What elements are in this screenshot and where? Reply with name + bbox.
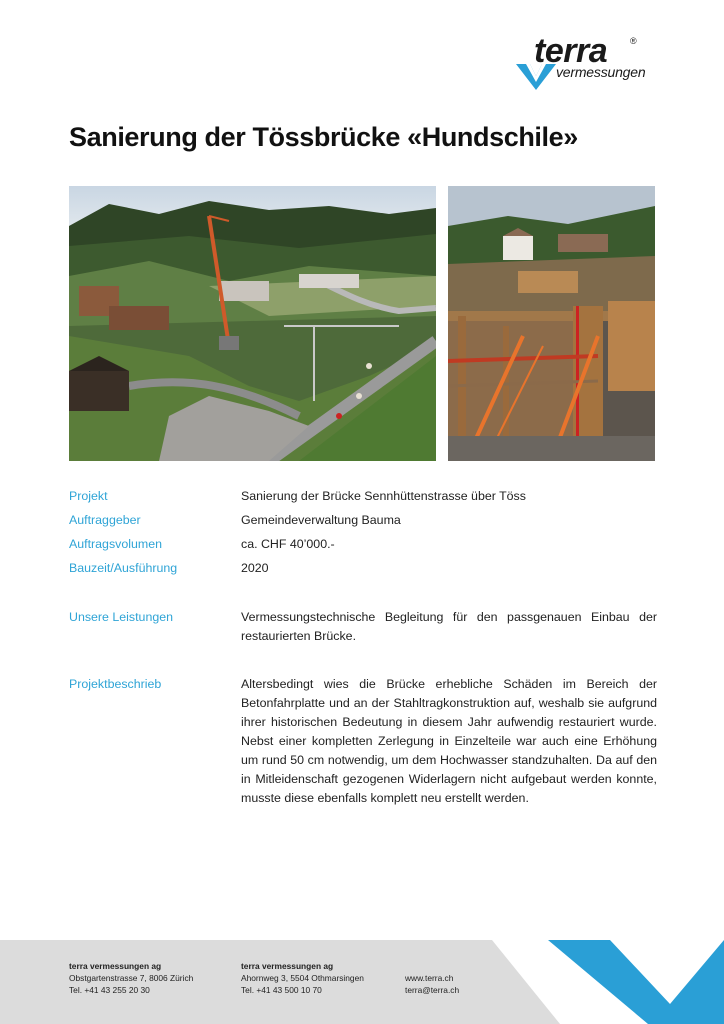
footer-office2-address: Ahornweg 3, 5504 Othmarsingen: [241, 973, 364, 983]
label-bauzeit: Bauzeit/Ausführung: [69, 561, 178, 575]
logo-word: terra: [534, 32, 608, 70]
page-footer: [0, 940, 724, 1024]
footer-office2-phone: Tel. +41 43 500 10 70: [241, 985, 322, 995]
footer-office1-name: terra vermessungen ag: [69, 961, 162, 971]
aerial-photo: [69, 186, 436, 461]
page-title: Sanierung der Tössbrücke «Hundschile»: [69, 122, 578, 152]
footer-office1-address: Obstgartenstrasse 7, 8006 Zürich: [69, 973, 194, 983]
label-volumen: Auftragsvolumen: [69, 537, 162, 551]
footer-office-zurich: [69, 960, 193, 996]
value-projekt: Sanierung der Brücke Sennhüttenstrasse über Töss: [241, 489, 526, 503]
footer-website-link[interactable]: www.terra.ch: [405, 973, 454, 983]
value-beschrieb: Altersbedingt wies die Brücke erhebliche Schäden im Bereich der Betonfahrplatte und an der Stahltragkonstruktion auf, weshalb sie aufgrund ihrer historischen Bedeutung in diesem Jahr aufwendig restauriert wurde. Nebst einer kompletten Zerlegung in Einzelteile war auch eine Erhöhung um rund 50 cm notwendig, um dem Hochwasser standzuhalten. Da auf den in Mitleidenschaft gezogenen Widerlagern nicht aufgebaut werden konnte, musste diese ebenfalls komplett neu erstellt werden.: [241, 677, 657, 805]
label-beschrieb: Projektbeschrieb: [69, 677, 162, 691]
label-projekt: Projekt: [69, 489, 108, 503]
value-auftraggeber: Gemeindeverwaltung Bauma: [241, 513, 401, 527]
value-bauzeit: 2020: [241, 561, 269, 575]
logo-registered: ®: [630, 36, 637, 46]
footer-contact: [405, 972, 459, 996]
footer-office2-name: terra vermessungen ag: [241, 961, 334, 971]
construction-photo: [448, 186, 655, 461]
value-leistungen: Vermessungstechnische Begleitung für den passgenauen Einbau der restaurierten Brücke.: [241, 610, 657, 643]
logo-subtitle: vermessungen: [556, 64, 646, 80]
footer-office-othmarsingen: [241, 960, 364, 996]
project-info: [69, 487, 659, 807]
value-volumen: ca. CHF 40’000.-: [241, 537, 335, 551]
footer-office1-phone: Tel. +41 43 255 20 30: [69, 985, 150, 995]
terra-logo: [512, 32, 672, 92]
label-auftraggeber: Auftraggeber: [69, 513, 141, 527]
footer-email-link[interactable]: terra@terra.ch: [405, 985, 460, 995]
label-leistungen: Unsere Leistungen: [69, 610, 174, 624]
